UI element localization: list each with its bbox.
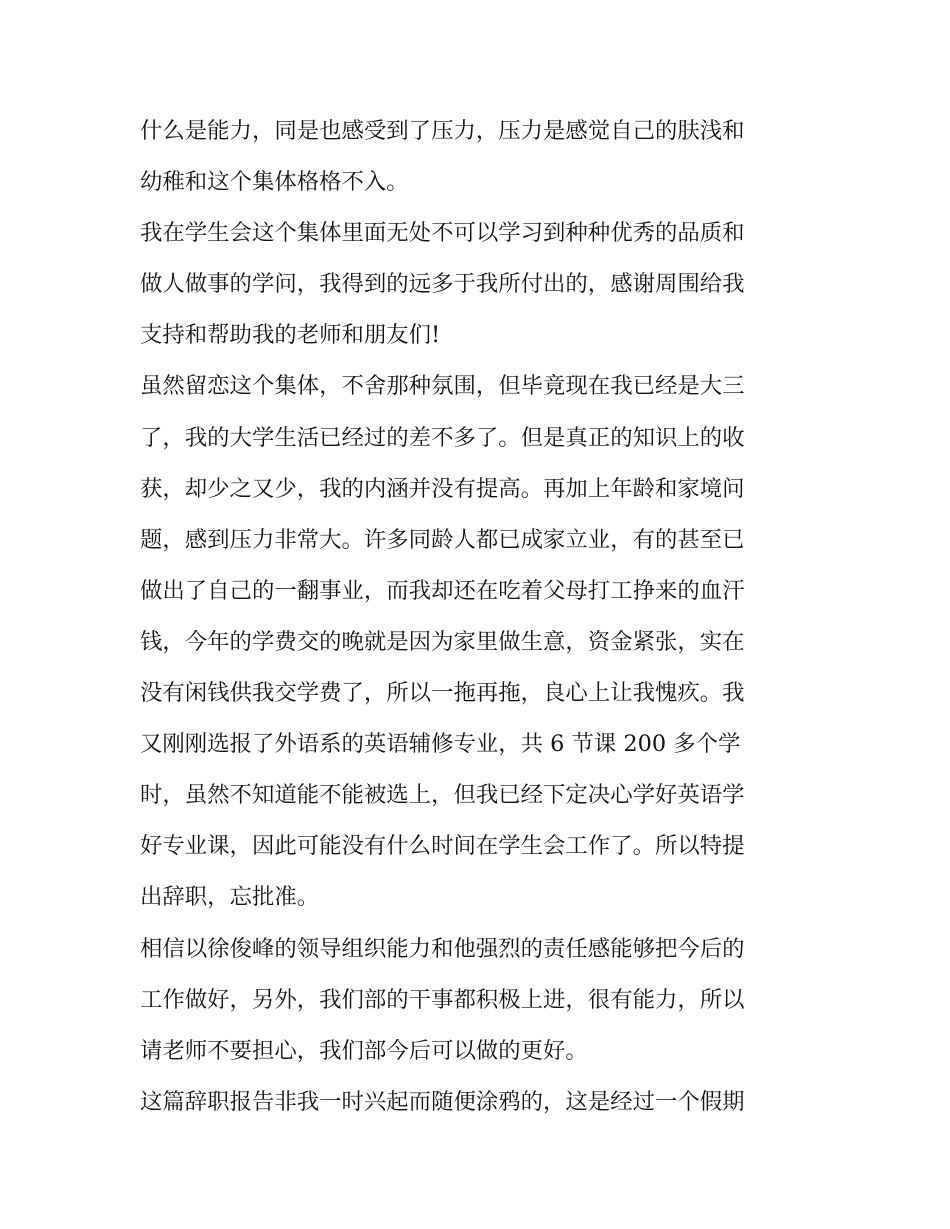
text-line: 相信以徐俊峰的领导组织能力和他强烈的责任感能够把今后的 <box>140 935 745 962</box>
text-line: 我在学生会这个集体里面无处不可以学习到种种优秀的品质和 <box>140 220 745 247</box>
text-line: 虽然留恋这个集体，不舍那种氛围，但毕竟现在我已经是大三 <box>140 373 745 400</box>
text-line: 钱，今年的学费交的晚就是因为家里做生意，资金紧张，实在 <box>140 628 745 655</box>
text-line: 获，却少之又少，我的内涵并没有提高。再加上年龄和家境问 <box>140 475 745 502</box>
text-line: 了，我的大学生活已经过的差不多了。但是真正的知识上的收 <box>140 424 745 451</box>
text-line: 幼稚和这个集体格格不入。 <box>140 169 409 196</box>
text-line: 出辞职，忘批准。 <box>140 884 320 911</box>
text-line: 什么是能力，同是也感受到了压力，压力是感觉自己的肤浅和 <box>140 118 745 144</box>
text-line: 工作做好，另外，我们部的干事都积极上进，很有能力，所以 <box>140 986 745 1013</box>
text-line: 做人做事的学问，我得到的远多于我所付出的，感谢周围给我 <box>140 271 745 298</box>
text-line: 时，虽然不知道能不能被选上，但我已经下定决心学好英语学 <box>140 782 745 809</box>
text-line: 支持和帮助我的老师和朋友们! <box>140 322 441 349</box>
text-line: 请老师不要担心，我们部今后可以做的更好。 <box>140 1037 588 1064</box>
text-line: 做出了自己的一翻事业，而我却还在吃着父母打工挣来的血汗 <box>140 577 745 604</box>
text-line: 这篇辞职报告非我一时兴起而随便涂鸦的，这是经过一个假期 <box>140 1088 745 1115</box>
text-line: 好专业课，因此可能没有什么时间在学生会工作了。所以特提 <box>140 833 745 860</box>
text-line: 没有闲钱供我交学费了，所以一拖再拖，良心上让我愧疚。我 <box>140 680 745 707</box>
text-line: 题，感到压力非常大。许多同龄人都已成家立业，有的甚至已 <box>140 526 745 553</box>
body-text <box>140 106 812 1128</box>
text-line: 又刚刚选报了外语系的英语辅修专业，共 6 节课 200 多个学 <box>140 731 741 758</box>
